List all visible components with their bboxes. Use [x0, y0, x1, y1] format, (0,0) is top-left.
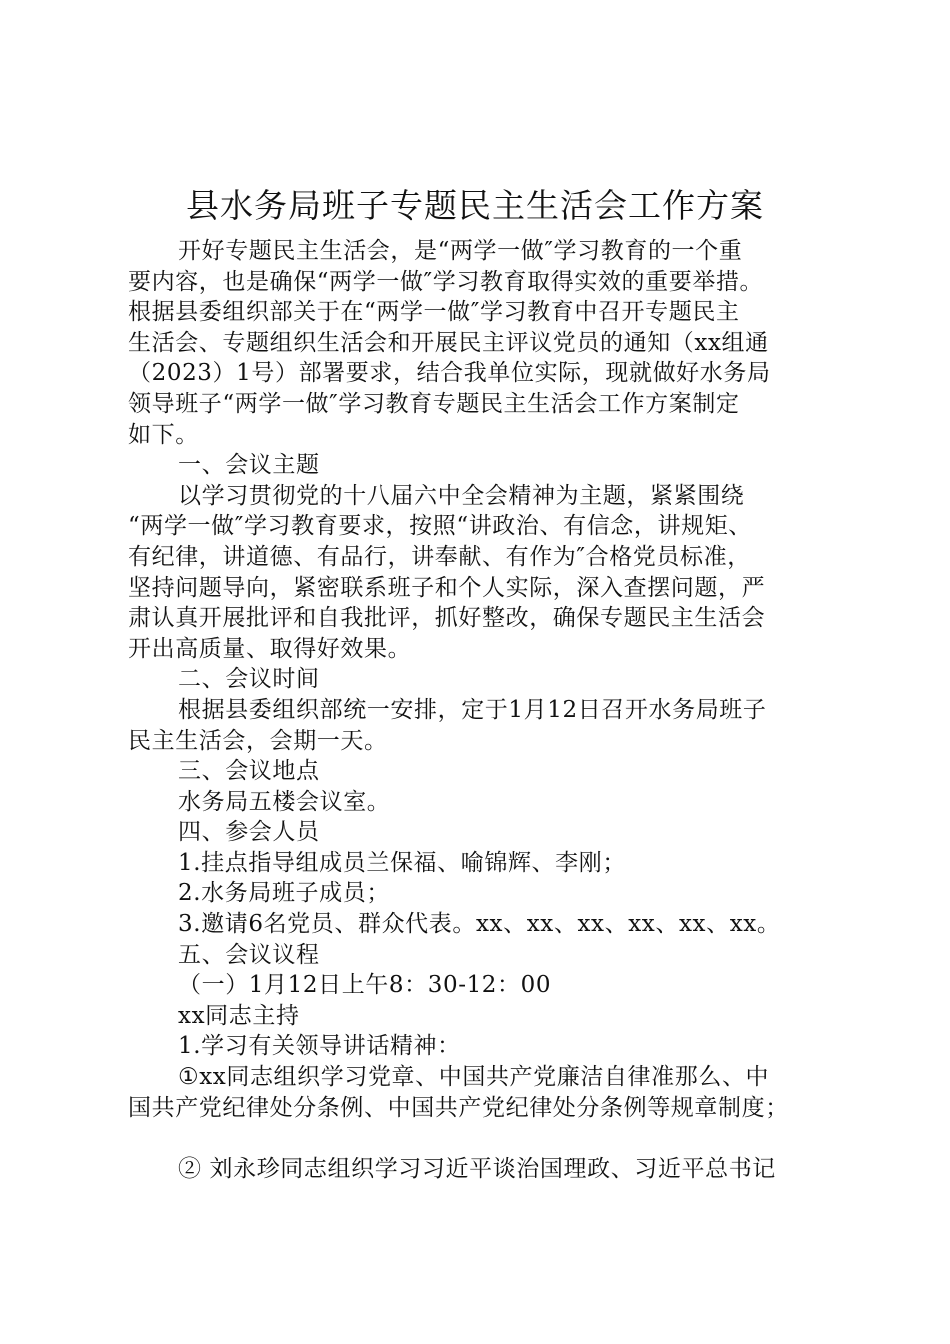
list-item: 2.水务局班子成员；: [178, 880, 390, 907]
paragraph-line: 民主生活会，会期一天。: [128, 727, 388, 754]
list-item: 3.邀请6名党员、群众代表。xx、xx、xx、xx、xx、xx。: [178, 911, 781, 938]
document-body: [128, 236, 838, 1184]
list-item: ①xx同志组织学习党章、中国共产党廉洁自律准那么、中: [178, 1064, 770, 1091]
section-heading: 五、会议议程: [178, 941, 320, 968]
paragraph-line: 以学习贯彻党的十八届六中全会精神为主题，紧紧围绕: [178, 482, 745, 509]
paragraph-line: 领导班子“两学一做″学习教育专题民主生活会工作方案制定: [128, 390, 740, 417]
paragraph-line: “两学一做″学习教育要求，按照“讲政治、有信念，讲规矩、: [128, 513, 752, 540]
blank-line: [128, 1123, 838, 1154]
document-title: 县水务局班子专题民主生活会工作方案: [186, 186, 764, 225]
paragraph-line: 开好专题民主生活会，是“两学一做″学习教育的一个重: [178, 238, 743, 264]
paragraph-line: （2023）1号）部署要求，结合我单位实际，现就做好水务局: [128, 360, 771, 387]
paragraph-line: 生活会、专题组织生活会和开展民主评议党员的通知（xx组通: [128, 329, 769, 356]
paragraph-line: 要内容，也是确保“两学一做″学习教育取得实效的重要举措。: [128, 268, 764, 295]
section-heading: 三、会议地点: [178, 758, 320, 785]
paragraph-line: 肃认真开展批评和自我批评，抓好整改，确保专题民主生活会: [128, 605, 766, 632]
paragraph-line: 有纪律，讲道德、有品行，讲奉献、有作为″合格党员标准，: [128, 543, 751, 570]
list-item: ② 刘永珍同志组织学习习近平谈治国理政、习近平总书记: [178, 1155, 776, 1182]
paragraph-line: 如下。: [128, 421, 199, 448]
section-heading: 四、参会人员: [178, 819, 320, 846]
paragraph-line: 根据县委组织部关于在“两学一做″学习教育中召开专题民主: [128, 299, 740, 326]
list-item: 1.挂点指导组成员兰保福、喻锦辉、李刚；: [178, 849, 626, 876]
paragraph-line: xx同志主持: [178, 1002, 300, 1029]
paragraph-line: 水务局五楼会议室。: [178, 788, 391, 815]
paragraph-line: 国共产党纪律处分条例、中国共产党纪律处分条例等规章制度；: [128, 1094, 789, 1121]
section-heading: 一、会议主题: [178, 452, 320, 479]
section-heading: 二、会议时间: [178, 666, 320, 693]
paragraph-line: 开出高质量、取得好效果。: [128, 635, 412, 662]
paragraph-line: 坚持问题导向，紧密联系班子和个人实际，深入查摆问题，严: [128, 574, 766, 601]
paragraph-line: 根据县委组织部统一安排，定于1月12日召开水务局班子: [178, 696, 767, 723]
sub-heading: （一）1月12日上午8：30-12：00: [178, 972, 552, 999]
list-item: 1.学习有关领导讲话精神：: [178, 1033, 461, 1060]
